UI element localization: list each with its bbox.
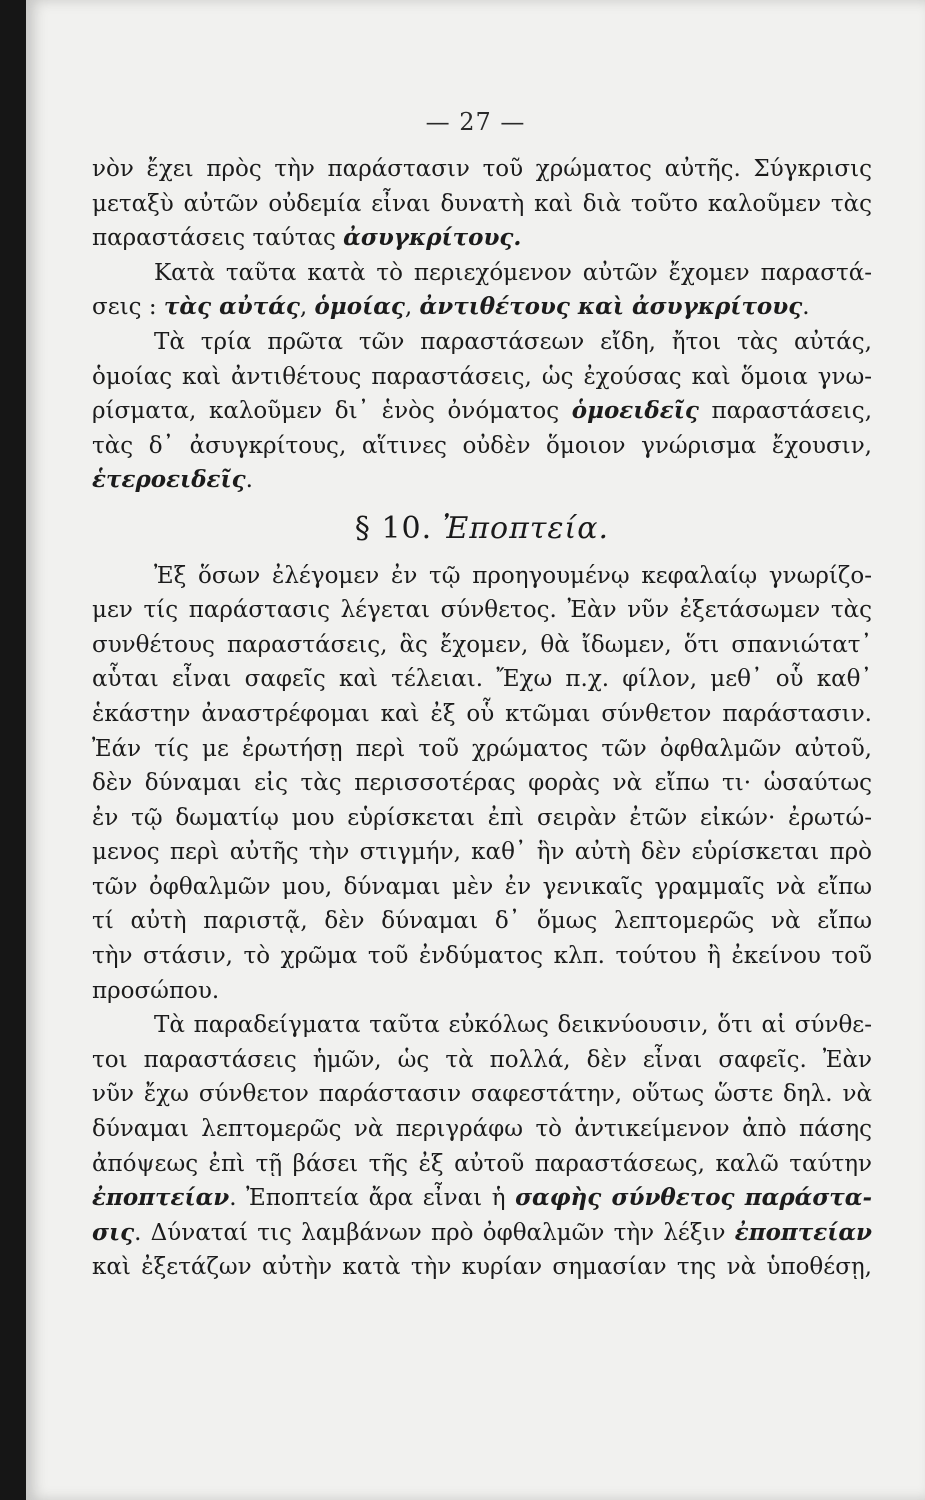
text-line: δύναμαι λεπτομερῶς νὰ περιγράφω τὸ ἀντικείμενον ἀπὸ πάσης: [92, 1116, 872, 1143]
emphasis: ἐποπτείαν: [92, 1184, 230, 1212]
emphasis: ἀντιθέτους καὶ ἀσυγκρίτους: [419, 293, 803, 321]
page-number: — 27 —: [425, 108, 526, 136]
text-line: Τὰ παραδείγματα ταῦτα εὐκόλως δεικνύουσιν, ὅτι αἱ σύνθε-: [154, 1012, 872, 1039]
text-line: τοι παραστάσεις ἡμῶν, ὡς τὰ πολλά, δὲν εἶναι σαφεῖς. Ἐὰν: [92, 1046, 872, 1073]
text-line: ἑτεροειδεῖς.: [92, 466, 253, 494]
emphasis: ἀσυγκρίτους.: [343, 224, 522, 252]
text-line: μεν τίς παράστασις λέγεται σύνθετος. Ἐὰν νῦν ἐξετάσωμεν τὰς: [92, 597, 872, 624]
paragraph-2: [92, 256, 872, 325]
text-line: ἀπόψεως ἐπὶ τῇ βάσει τῆς ἐξ αὐτοῦ παραστάσεως, καλῶ ταύτην: [92, 1150, 872, 1177]
text-line: τὰς δ᾿ ἀσυγκρίτους, αἵτινες οὐδὲν ὅμοιον γνώρισμα ἔχουσιν,: [92, 432, 872, 459]
paragraph-5: [92, 1008, 872, 1285]
emphasis: σαφὴς σύνθετος παράστα-: [515, 1184, 873, 1212]
text-line: Κατὰ ταῦτα κατὰ τὸ περιεχόμενον αὐτῶν ἔχομεν παραστά-: [154, 259, 872, 286]
emphasis: ὁμοειδεῖς: [571, 397, 699, 425]
text-line: δὲν δύναμαι εἰς τὰς περισσοτέρας φορὰς νὰ εἴπω τι· ὡσαύτως: [92, 770, 872, 797]
text-line: παραστάσεις ταύτας ἀσυγκρίτους.: [92, 224, 522, 252]
emphasis: ἐποπτείαν: [734, 1218, 872, 1246]
text-line: τῶν ὀφθαλμῶν μου, δύναμαι μὲν ἐν γενικαῖς γραμμαῖς νὰ εἴπω: [92, 873, 872, 900]
text-line: νῦν ἔχω σύνθετον παράστασιν σαφεστάτην, οὕτως ὥστε δηλ. νὰ: [92, 1081, 872, 1108]
text-line: Τὰ τρία πρῶτα τῶν παραστάσεων εἴδη, ἤτοι τὰς αὐτάς,: [154, 328, 872, 355]
text-line: τί αὐτὴ παριστᾷ, δὲν δύναμαι δ᾿ ὅμως λεπτομερῶς νὰ εἴπω: [92, 908, 872, 935]
text-line: ὁμοίας καὶ ἀντιθέτους παραστάσεις, ὡς ἐχούσας καὶ ὅμοια γνω-: [92, 363, 872, 390]
text-line: ἐποπτείαν. Ἐποπτεία ἄρα εἶναι ἡ σαφὴς σύνθετος παράστα-: [92, 1184, 873, 1212]
emphasis: ὁμοίας: [314, 293, 405, 321]
text-line: ἑκάστην ἀναστρέφομαι καὶ ἐξ οὗ κτῶμαι σύνθετον παράστασιν.: [92, 700, 872, 727]
text-line: τὴν στάσιν, τὸ χρῶμα τοῦ ἐνδύματος κλπ. τούτου ἢ ἐκείνου τοῦ: [92, 943, 872, 970]
text-line: σις. Δύναταί τις λαμβάνων πρὸ ὀφθαλμῶν τὴν λέξιν ἐποπτείαν: [92, 1218, 872, 1246]
section-number: § 10.: [354, 510, 433, 546]
body-text: [92, 152, 872, 1285]
text-line: μενος περὶ αὐτῆς τὴν στιγμήν, καθ᾿ ἣν αὐτὴ δὲν εὑρίσκεται πρὸ: [92, 839, 872, 866]
section-title: Ἐποπτεία.: [442, 510, 610, 546]
text-line: Ἐάν τίς με ἐρωτήσῃ περὶ τοῦ χρώματος τῶν ὀφθαλμῶν αὐτοῦ,: [92, 735, 872, 762]
paragraph-4: [92, 559, 872, 1009]
emphasis: σις: [92, 1218, 135, 1246]
book-page: [26, 0, 925, 1500]
text-line: ρίσματα, καλοῦμεν δι᾿ ἑνὸς ὀνόματος ὁμοειδεῖς παραστάσεις,: [92, 397, 873, 425]
text-line: νὸν ἔχει πρὸς τὴν παράστασιν τοῦ χρώματος αὐτῆς. Σύγκρισις: [92, 156, 872, 182]
text-line: καὶ ἐξετάζων αὐτὴν κατὰ τὴν κυρίαν σημασίαν της νὰ ὑποθέσῃ,: [92, 1254, 872, 1281]
text-line: Ἐξ ὅσων ἐλέγομεν ἐν τῷ προηγουμένῳ κεφαλαίῳ γνωρίζο-: [154, 562, 872, 589]
text-line: συνθέτους παραστάσεις, ἃς ἔχομεν, θὰ ἴδωμεν, ὅτι σπανιώτατ᾿: [92, 631, 872, 658]
paragraph-3: [92, 325, 872, 498]
emphasis: τὰς αὐτάς: [163, 293, 300, 321]
paragraph-1: [92, 152, 872, 256]
section-heading: [92, 512, 872, 547]
text-line: προσώπου.: [92, 977, 220, 1004]
text-line: ἐν τῷ δωματίῳ μου εὑρίσκεται ἐπὶ σειρὰν ἐτῶν εἰκών· ἐρωτώ-: [92, 804, 872, 831]
text-line: αὗται εἶναι σαφεῖς καὶ τέλειαι. Ἔχω π.χ. φίλον, μεθ᾿ οὗ καθ᾿: [92, 666, 872, 693]
text-line: σεις : τὰς αὐτάς, ὁμοίας, ἀντιθέτους καὶ ἀσυγκρίτους.: [92, 293, 810, 321]
emphasis: ἑτεροειδεῖς: [92, 466, 246, 494]
text-line: μεταξὺ αὐτῶν οὐδεμία εἶναι δυνατὴ καὶ διὰ τοῦτο καλοῦμεν τὰς: [92, 190, 872, 217]
